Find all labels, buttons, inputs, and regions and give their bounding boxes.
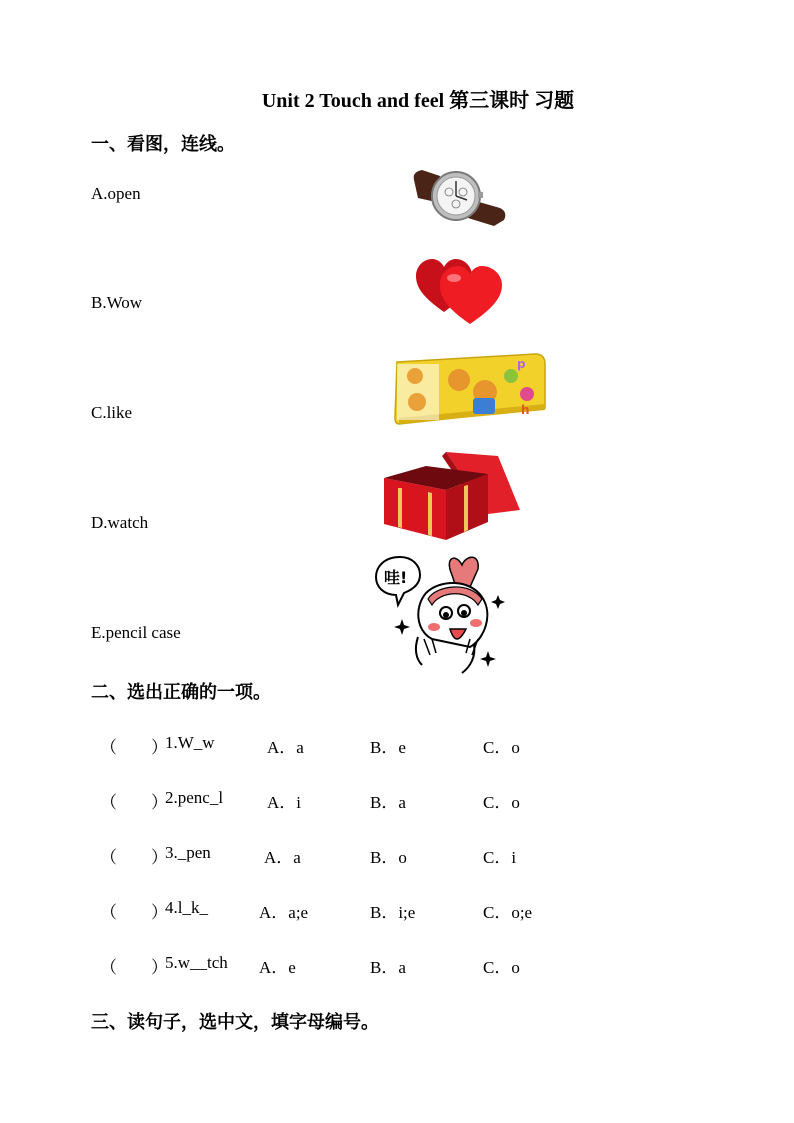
question-stem: 1.W_w [165, 733, 215, 752]
page-title: Unit 2 Touch and feel 第三课时 习题 [261, 90, 575, 112]
section1-heading: 一、看图，连线。 [91, 134, 235, 154]
question-row [100, 953, 660, 977]
open-box-picture [380, 448, 522, 542]
pencil-case-picture [393, 352, 547, 426]
wow-bunny-picture [374, 553, 510, 683]
answer-paren[interactable]: （ ） [100, 793, 168, 812]
option-b: B．a [370, 958, 406, 977]
question-stem: 3._pen [165, 843, 211, 862]
question-row [100, 843, 660, 867]
answer-paren[interactable]: （ ） [100, 903, 168, 922]
option-b: B．o [370, 848, 407, 867]
option-b: B．e [370, 738, 406, 757]
match-label-b: B.Wow [91, 293, 143, 312]
match-label-e: E.pencil case [91, 623, 181, 642]
watch-picture [410, 162, 510, 232]
option-a: A．a [267, 738, 304, 757]
option-a: A．e [259, 958, 296, 977]
hearts-picture [414, 254, 506, 326]
option-b: B．i;e [370, 903, 416, 922]
match-label-d: D.watch [91, 513, 149, 532]
option-a: A．a [264, 848, 301, 867]
answer-paren[interactable]: （ ） [100, 738, 168, 757]
section3-heading: 三、读句子，选中文，填字母编号。 [91, 1012, 379, 1032]
svg-text:p: p [517, 357, 526, 371]
question-row [100, 733, 660, 757]
answer-paren[interactable]: （ ） [100, 958, 168, 977]
option-c: C．o [483, 738, 520, 757]
match-label-a: A.open [91, 184, 141, 203]
option-c: C．o;e [483, 903, 533, 922]
section2-heading: 二、选出正确的一项。 [91, 682, 271, 702]
question-stem: 5.w__tch [165, 953, 228, 972]
option-a: A．a;e [259, 903, 309, 922]
wow-speech-text: 哇! [384, 568, 408, 587]
svg-text:h: h [521, 403, 530, 417]
answer-paren[interactable]: （ ） [100, 848, 168, 867]
question-stem: 2.penc_l [165, 788, 224, 807]
option-c: C．o [483, 793, 520, 812]
question-row [100, 788, 660, 812]
question-stem: 4.l_k_ [165, 898, 208, 917]
option-c: C．i [483, 848, 517, 867]
option-c: C．o [483, 958, 520, 977]
option-b: B．a [370, 793, 406, 812]
match-label-c: C.like [91, 403, 133, 422]
question-row [100, 898, 660, 922]
option-a: A．i [267, 793, 301, 812]
